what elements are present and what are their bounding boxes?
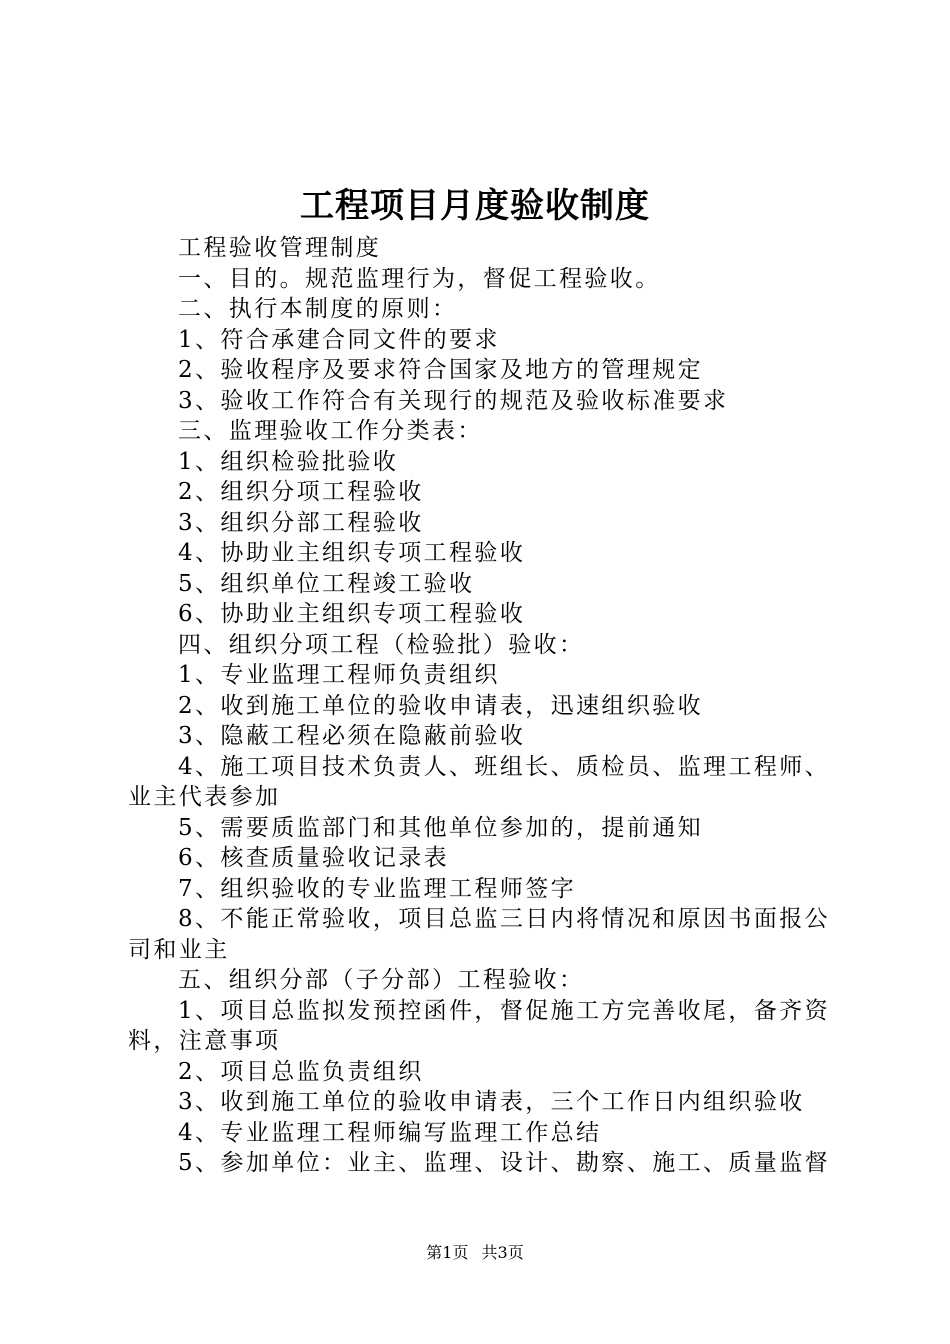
page-total: 共3页 <box>481 1243 524 1262</box>
page-number: 第1页 <box>426 1243 469 1262</box>
paragraph: 五、组织分部（子分部）工程验收： <box>178 967 585 993</box>
paragraph: 2、项目总监负责组织 <box>178 1058 424 1085</box>
paragraph: 工程验收管理制度 <box>178 235 382 261</box>
paragraph: 3、隐蔽工程必须在隐蔽前验收 <box>178 723 526 749</box>
paragraph: 5、组织单位工程竣工验收 <box>178 570 475 597</box>
paragraph: 6、核查质量验收记录表 <box>178 845 450 871</box>
paragraph: 四、组织分项工程（检验批）验收： <box>178 631 585 658</box>
paragraph: 4、施工项目技术负责人、班组长、质检员、监理工程师、业主代表参加 <box>128 753 831 810</box>
paragraph: 一、目的。规范监理行为，督促工程验收。 <box>178 265 661 292</box>
page-footer <box>0 1241 950 1265</box>
paragraph: 3、验收工作符合有关现行的规范及验收标准要求 <box>178 387 729 414</box>
paragraph: 1、专业监理工程师负责组织 <box>178 662 500 688</box>
paragraph: 1、项目总监拟发预控函件，督促施工方完善收尾，备齐资料，注意事项 <box>128 997 831 1054</box>
paragraph: 1、符合承建合同文件的要求 <box>178 326 500 353</box>
document-title: 工程项目月度验收制度 <box>300 186 650 226</box>
paragraph: 2、组织分项工程验收 <box>178 479 424 505</box>
paragraph: 7、组织验收的专业监理工程师签字 <box>178 875 577 902</box>
paragraph: 二、执行本制度的原则： <box>178 296 458 322</box>
paragraph: 5、参加单位：业主、监理、设计、勘察、施工、质量监督 <box>178 1150 831 1176</box>
paragraph: 6、协助业主组织专项工程验收 <box>178 601 526 627</box>
paragraph: 3、组织分部工程验收 <box>178 509 424 536</box>
paragraph: 4、协助业主组织专项工程验收 <box>178 540 526 566</box>
paragraph: 3、收到施工单位的验收申请表，三个工作日内组织验收 <box>178 1089 805 1115</box>
paragraph: 4、专业监理工程师编写监理工作总结 <box>178 1119 602 1146</box>
document-body <box>128 233 832 1179</box>
paragraph: 三、监理验收工作分类表： <box>178 418 483 444</box>
paragraph: 2、验收程序及要求符合国家及地方的管理规定 <box>178 357 704 383</box>
paragraph: 1、组织检验批验收 <box>178 448 399 475</box>
paragraph: 5、需要质监部门和其他单位参加的，提前通知 <box>178 814 704 841</box>
paragraph: 8、不能正常验收，项目总监三日内将情况和原因书面报公司和业主 <box>128 906 831 963</box>
paragraph: 2、收到施工单位的验收申请表，迅速组织验收 <box>178 692 704 719</box>
